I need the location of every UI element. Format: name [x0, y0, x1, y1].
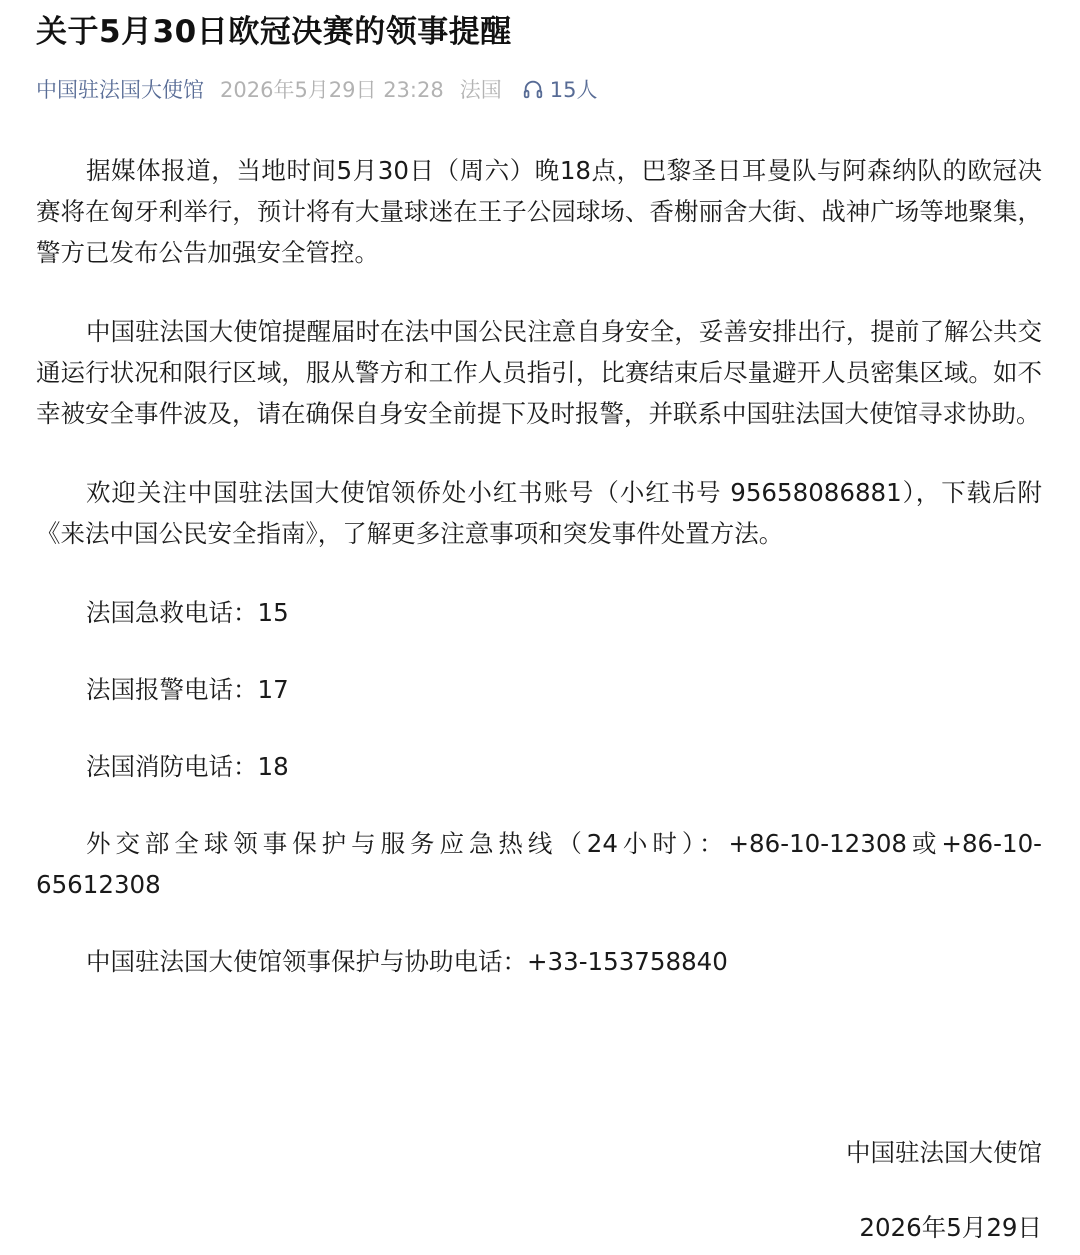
- body-paragraph: 欢迎关注中国驻法国大使馆领侨处小红书账号（小红书号 95658086881），下载后附《来法中国公民安全指南》，了解更多注意事项和突发事件处置方法。: [36, 478, 1042, 548]
- account-name-link[interactable]: 中国驻法国大使馆: [36, 78, 204, 102]
- headphones-icon: [522, 78, 544, 100]
- embassy-phone-line: 中国驻法国大使馆领事保护与协助电话：+33-153758840: [86, 947, 728, 976]
- publish-time: 2026年5月29日 23:28: [220, 78, 444, 102]
- article-body: [36, 150, 1042, 982]
- fire-phone-line: 法国消防电话：18: [86, 752, 289, 781]
- consular-hotline-line: 外交部全球领事保护与服务应急热线（24小时）：+86-10-12308或+86-10-65612308: [36, 829, 1042, 899]
- listen-count: 15人: [549, 78, 598, 102]
- signature-date: 2026年5月29日: [859, 1213, 1042, 1242]
- article-meta: [36, 74, 597, 104]
- listen-button[interactable]: [522, 74, 598, 104]
- body-paragraph: 中国驻法国大使馆提醒届时在法中国公民注意自身安全，妥善安排出行，提前了解公共交通运行状况和限行区域，服从警方和工作人员指引，比赛结束后尽量避开人员密集区域。如不幸被安全事件波及，请在确保自身安全前提下及时报警，并联系中国驻法国大使馆寻求协助。: [36, 317, 1042, 428]
- article-title: 关于5月30日欧冠决赛的领事提醒: [36, 14, 512, 50]
- body-paragraph: 据媒体报道，当地时间5月30日（周六）晚18点，巴黎圣日耳曼队与阿森纳队的欧冠决赛将在匈牙利举行，预计将有大量球迷在王子公园球场、香榭丽舍大街、战神广场等地聚集，警方已发布公告加强安全管控。: [36, 156, 1042, 267]
- signature: 中国驻法国大使馆: [846, 1138, 1042, 1167]
- region-label: 法国: [459, 78, 502, 102]
- emergency-phone-line: 法国急救电话：15: [86, 598, 289, 627]
- police-phone-line: 法国报警电话：17: [86, 675, 289, 704]
